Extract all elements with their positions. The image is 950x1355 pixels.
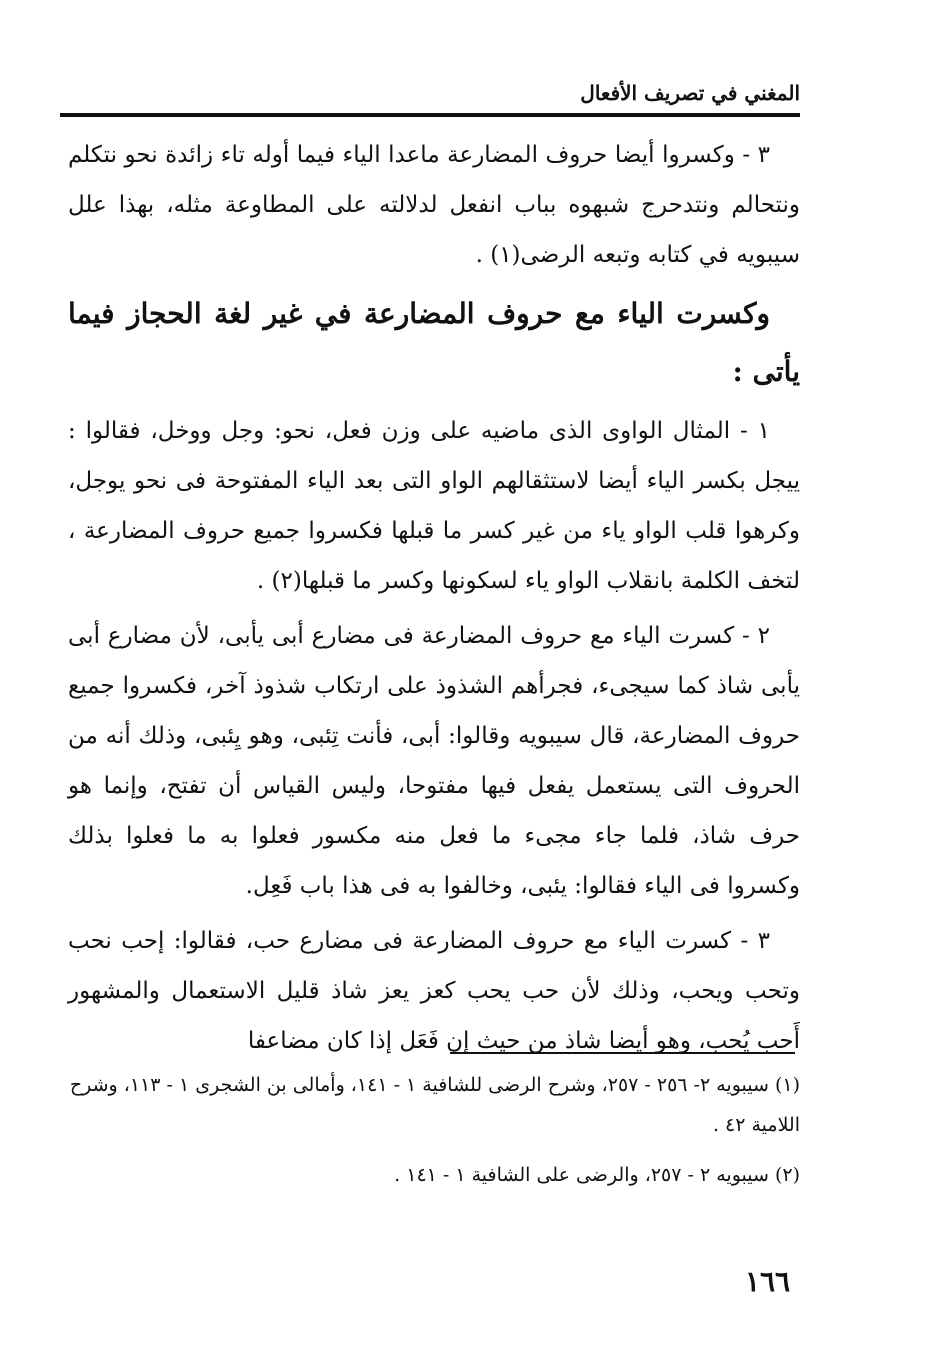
header-rule (60, 113, 800, 117)
paragraph-item-2: ٢ - كسرت الياء مع حروف المضارعة فى مضارع أبى يأبى، لأن مضارع أبى يأبى شاذ كما سيجىء، فجرأهم الشذوذ على ارتكاب شذوذ آخر، فكسروا جميع حروف المضارعة، قال سيبويه وقالوا: أبى، فأنت تِئبى، وهو يِئبى، وذلك أنه من الحروف التى يستعمل يفعل فيها مفتوحا، وليس القياس أن تفتح، وإنما هو حرف شاذ، فلما جاء مجىء ما فعل منه مكسور فعلوا به ما فعلوا بذلك وكسروا فى الياء فقالوا: يئبى، وخالفوا به فى هذا باب فَعِل. (68, 623, 800, 899)
paragraph-1: ٣ - وكسروا أيضا حروف المضارعة ماعدا الياء فيما أوله تاء زائدة نحو نتكلم ونتحالم ونتدحرج شبهوه بباب انفعل لدلالته على المطاوعة مثله، بهذا علل سيبويه في كتابه وتبعه الرضى(١) . (68, 142, 800, 268)
paragraph-item-3: ٣ - كسرت الياء مع حروف المضارعة فى مضارع حب، فقالوا: إحب نحب وتحب ويحب، وذلك لأن حب يحب كعز يعز شاذ قليل الاستعمال والمشهور أَحب يُحب، وهو أيضا شاذ من حيث إن فَعَل إذا كان مضاعفا (68, 928, 800, 1054)
footnotes (68, 1065, 800, 1205)
page-number: ١٦٦ (744, 1265, 791, 1298)
footnote-1: (١) سيبويه ٢- ٢٥٦ - ٢٥٧، وشرح الرضى للشافية ١ - ١٤١، وأمالى بن الشجرى ١ - ١١٣، وشرح اللامية ٤٢ . (69, 1074, 800, 1136)
section-heading: وكسرت الياء مع حروف المضارعة في غير لغة الحجاز فيما يأتى : (68, 297, 800, 388)
footnote-rule (450, 1052, 795, 1054)
main-text (68, 130, 800, 1071)
paragraph-item-1: ١ - المثال الواوى الذى ماضيه على وزن فعل، نحو: وجل ووخل، فقالوا : ييجل بكسر الياء أيضا لاستثقالهم الواو التى بعد الياء المفتوحة فى نحو يوجل، وكرهوا قلب الواو ياء من غير كسر ما قبلها فكسروا جميع حروف المضارعة ، لتخف الكلمة بانقلاب الواو ياء لسكونها وكسر ما قبلها(٢) . (68, 418, 800, 594)
footnote-2: (٢) سيبويه ٢ - ٢٥٧، والرضى على الشافية ١ - ١٤١ . (394, 1164, 800, 1186)
running-header: المغني في تصريف الأفعال (580, 81, 800, 105)
